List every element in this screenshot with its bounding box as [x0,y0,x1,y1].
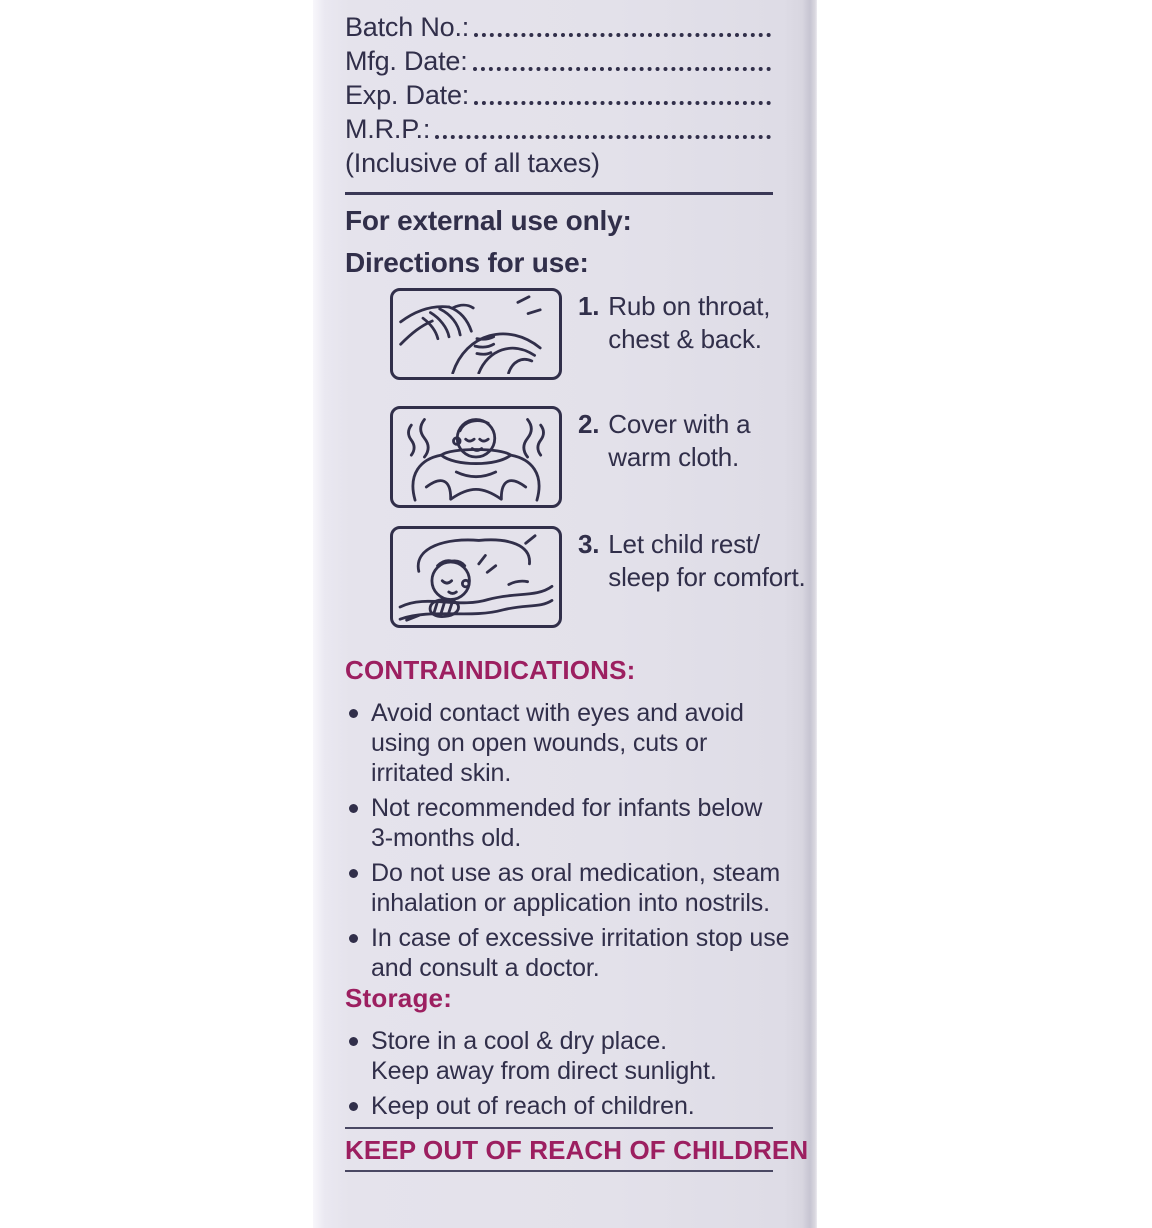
exp-date-label: Exp. Date: [345,80,470,110]
batch-no-row [345,10,773,44]
mrp-row [345,112,773,146]
child-sleeping-illustration-icon [390,526,562,628]
batch-info-block [345,10,773,180]
dotted-fill-line [474,101,771,105]
bullet-icon [349,804,358,813]
contraindications-section [345,655,790,988]
exp-date-row [345,78,773,112]
batch-no-label: Batch No.: [345,12,470,42]
bullet-line: Not recommended for infants below [371,794,763,822]
keep-out-of-reach-warning: KEEP OUT OF REACH OF CHILDREN [345,1135,809,1165]
bullet-icon [349,1037,358,1046]
step-line: Cover with a [608,409,751,439]
bullet-line: Keep out of reach of children. [371,1092,695,1120]
step-line: warm cloth. [608,442,740,472]
step-text [578,290,770,380]
step-rub-on-chest [390,288,810,380]
bullet-icon [349,709,358,718]
mfg-date-label: Mfg. Date: [345,46,468,76]
divider-line [345,192,773,195]
hands-rubbing-chest-illustration-icon [390,288,562,380]
contraindications-heading: CONTRAINDICATIONS: [345,655,636,685]
list-item [345,1026,773,1086]
bullet-line: 3-months old. [371,824,522,852]
bullet-line: inhalation or application into nostrils. [371,889,771,917]
list-item [345,698,773,788]
list-item [345,923,790,983]
bullet-line: Avoid contact with eyes and avoid [371,699,744,727]
storage-heading: Storage: [345,983,453,1013]
bullet-line: Do not use as oral medication, steam [371,859,781,887]
directions-heading: Directions for use: [345,247,589,278]
step-number: 3. [578,529,600,559]
direction-steps [390,288,810,628]
bullet-icon [349,1102,358,1111]
divider-line [345,1127,773,1129]
baby-wrapped-warm-cloth-illustration-icon [390,406,562,508]
dotted-fill-line [435,135,771,139]
step-number: 1. [578,291,600,321]
storage-section [345,983,773,1126]
step-let-child-rest [390,526,810,628]
step-line: Rub on throat, [608,291,771,321]
bullet-icon [349,869,358,878]
step-cover-warm-cloth [390,406,810,508]
package-panel [313,0,817,1228]
mrp-label: M.R.P.: [345,114,431,144]
list-item [345,793,773,853]
external-use-heading: For external use only: [345,205,632,236]
bullet-line: Keep away from direct sunlight. [371,1057,717,1085]
step-line: Let child rest/ [608,529,760,559]
step-line: chest & back. [608,324,762,354]
bullet-icon [349,934,358,943]
bullet-line: using on open wounds, cuts or [371,729,708,757]
list-item [345,1091,773,1121]
mfg-date-row [345,44,773,78]
dotted-fill-line [473,67,771,71]
storage-list [345,1026,773,1121]
step-text [578,528,806,628]
bullet-line: In case of excessive irritation stop use [371,924,790,952]
taxes-note: (Inclusive of all taxes) [345,148,600,178]
divider-line [345,1170,773,1172]
bullet-line: irritated skin. [371,759,512,787]
bullet-line: and consult a doctor. [371,954,600,982]
contraindications-list [345,698,790,983]
step-text [578,408,750,508]
step-number: 2. [578,409,600,439]
dotted-fill-line [474,33,771,37]
bullet-line: Store in a cool & dry place. [371,1027,667,1055]
step-line: sleep for comfort. [608,562,806,592]
list-item [345,858,781,918]
